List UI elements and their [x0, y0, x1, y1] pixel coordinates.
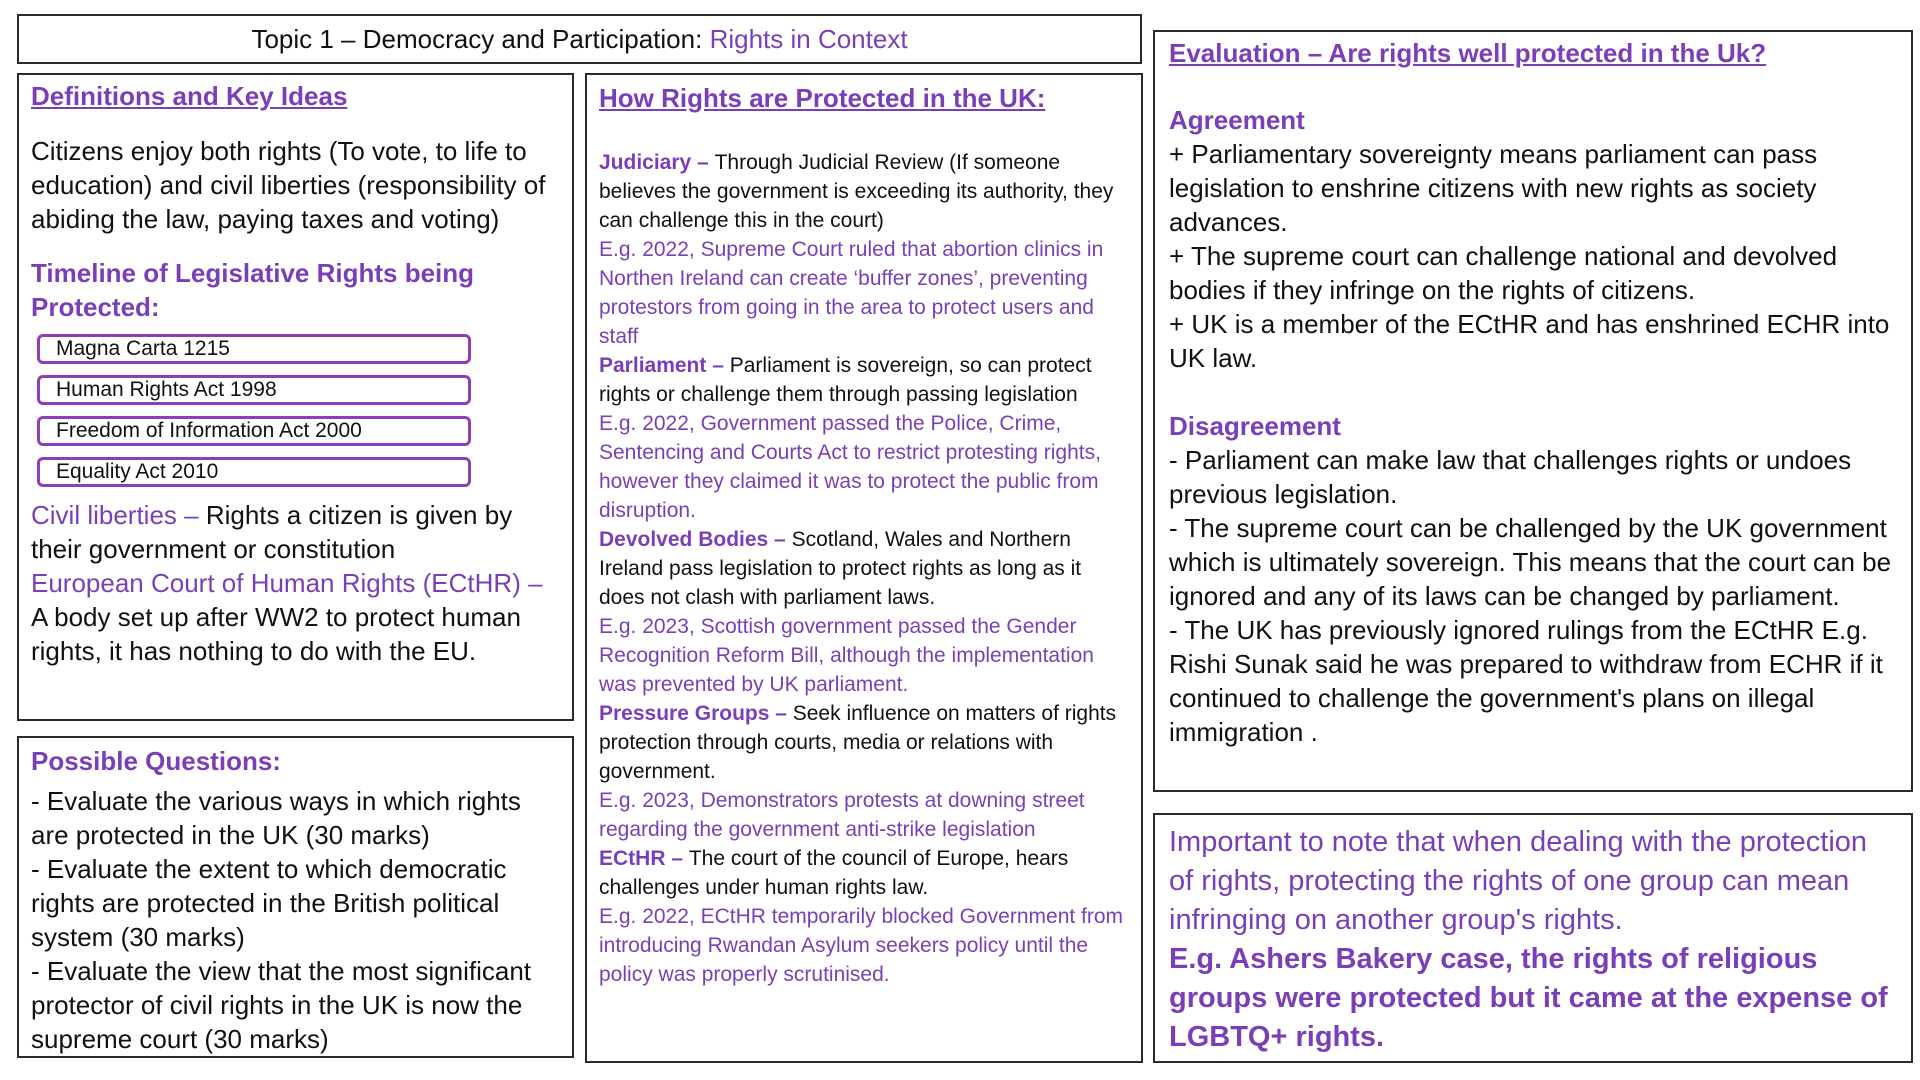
section-example: E.g. 2022, ECtHR temporarily blocked Government from introducing Rwandan Asylum seekers policy until the policy was properly scrutinised. [599, 905, 1124, 986]
protection-section [599, 844, 1129, 902]
agreement-point: + UK is a member of the ECtHR and has enshrined ECHR into UK law. [1169, 309, 1890, 373]
disagreement-point: - Parliament can make law that challenges rights or undoes previous legislation. [1169, 445, 1852, 509]
topic-title-suffix: Rights in Context [709, 24, 908, 54]
question-item: - Evaluate the extent to which democratic rights are protected in the British political system (30 marks) [31, 854, 507, 952]
section-label: Parliament – [599, 354, 730, 377]
section-example: E.g. 2022, Government passed the Police, Crime, Sentencing and Courts Act to restrict protesting rights, however they claimed it was to protect the public from disruption. [599, 412, 1101, 522]
timeline-item: Equality Act 2010 [37, 457, 471, 487]
section-label: Judiciary – [599, 151, 715, 174]
section-example: E.g. 2023, Scottish government passed the Gender Recognition Reform Bill, although the implementation was prevented by UK parliament. [599, 615, 1094, 696]
section-text: The court of the council of Europe, hears challenges under human rights law. [599, 847, 1069, 899]
timeline-item: Freedom of Information Act 2000 [37, 416, 471, 446]
civil-liberties-definition [31, 498, 560, 566]
definitions-heading: Definitions and Key Ideas [31, 81, 348, 111]
civil-liberties-term: Civil liberties – [31, 500, 206, 530]
topic-title-box [17, 14, 1142, 64]
question-item: - Evaluate the view that the most significant protector of civil rights in the UK is now the supreme court (30 marks) [31, 956, 532, 1054]
spacer [1169, 375, 1897, 409]
section-label: Pressure Groups – [599, 702, 793, 725]
section-text: Scotland, Wales and Northern Ireland pass legislation to protect rights as long as it does not clash with parliament laws. [599, 528, 1082, 609]
protection-section [599, 148, 1129, 235]
evaluation-panel [1153, 30, 1913, 792]
question-item: - Evaluate the various ways in which rights are protected in the UK (30 marks) [31, 786, 521, 850]
section-label: ECtHR – [599, 847, 689, 870]
section-label: Devolved Bodies – [599, 528, 792, 551]
disagreement-point: - The UK has previously ignored rulings from the ECtHR E.g. Rishi Sunak said he was prepared to withdraw from ECHR if it continued to challenge the government's plans on illegal immigration . [1169, 615, 1883, 747]
agreement-point: + The supreme court can challenge national and devolved bodies if they infringe on the rights of citizens. [1169, 241, 1838, 305]
section-example: E.g. 2023, Demonstrators protests at downing street regarding the government anti-strike legislation [599, 789, 1085, 841]
disagreement-point: - The supreme court can be challenged by the UK government which is ultimately sovereign. This means that the court can be ignored and any of its laws can be changed by parliament. [1169, 513, 1892, 611]
questions-panel [17, 736, 574, 1058]
ecthr-term: European Court of Human Rights (ECtHR) – [31, 568, 543, 598]
section-example: E.g. 2022, Supreme Court ruled that abortion clinics in Northen Ireland can create ‘buffer zones’, preventing protestors from going in the area to protect users and staff [599, 238, 1104, 348]
section-text: Parliament is sovereign, so can protect rights or challenge them through passing legislation [599, 354, 1092, 406]
protection-heading: How Rights are Protected in the UK: [599, 83, 1046, 113]
important-note-panel [1153, 813, 1913, 1063]
section-text: Seek influence on matters of rights protection through courts, media or relations with government. [599, 702, 1117, 783]
agreement-heading: Agreement [1169, 105, 1305, 135]
definitions-panel [17, 73, 574, 721]
civil-liberties-text: Rights a citizen is given by their government or constitution [31, 500, 513, 564]
note-example: E.g. Ashers Bakery case, the rights of religious groups were protected but it came at the expense of LGBTQ+ rights. [1169, 943, 1888, 1053]
timeline-item: Human Rights Act 1998 [37, 375, 471, 405]
protection-panel [585, 73, 1143, 1063]
ecthr-text: A body set up after WW2 to protect human rights, it has nothing to do with the EU. [31, 602, 521, 666]
note-text: Important to note that when dealing with the protection of rights, protecting the rights of one group can mean infringing on another group's rights. [1169, 826, 1868, 936]
protection-section [599, 351, 1129, 409]
agreement-point: + Parliamentary sovereignty means parliament can pass legislation to enshrine citizens with new rights as society advances. [1169, 139, 1818, 237]
ecthr-definition [31, 566, 560, 668]
section-text: Through Judicial Review (If someone believes the government is exceeding its authority, they can challenge this in the court) [599, 151, 1114, 232]
disagreement-heading: Disagreement [1169, 411, 1341, 441]
protection-section [599, 699, 1129, 786]
timeline-heading: Timeline of Legislative Rights being Protected: [31, 258, 475, 322]
topic-title-prefix: Topic 1 – Democracy and Participation: [251, 24, 710, 54]
definitions-intro: Citizens enjoy both rights (To vote, to life to education) and civil liberties (responsibility of abiding the law, paying taxes and voting) [31, 136, 546, 234]
timeline-item: Magna Carta 1215 [37, 334, 471, 364]
questions-heading: Possible Questions: [31, 746, 281, 776]
protection-section [599, 525, 1129, 612]
evaluation-heading: Evaluation – Are rights well protected in the Uk? [1169, 38, 1767, 68]
